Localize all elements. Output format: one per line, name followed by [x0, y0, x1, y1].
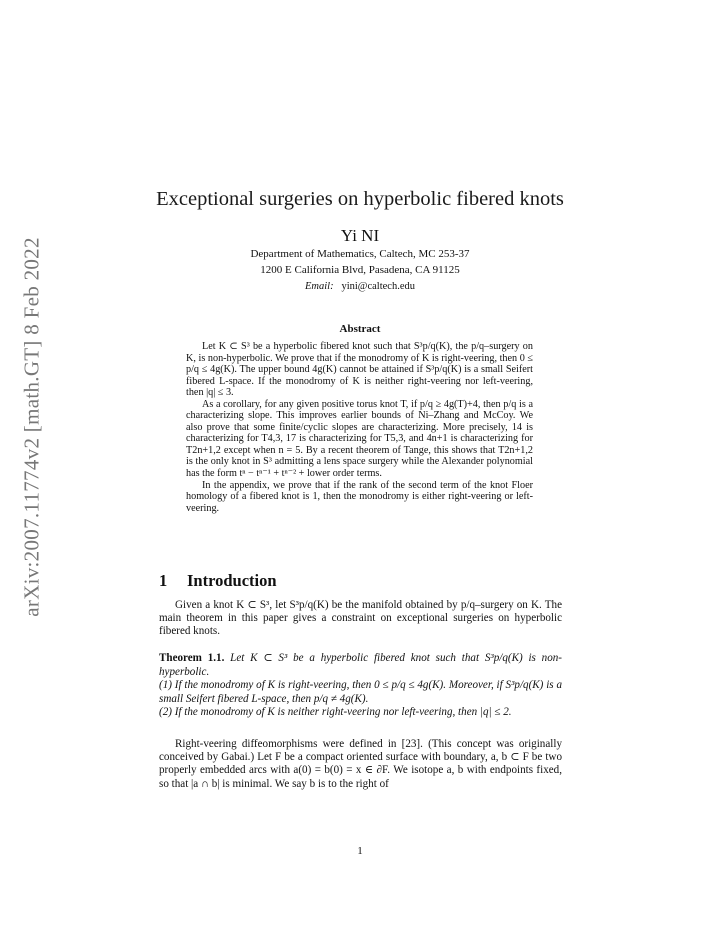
email-address[interactable]: yini@caltech.edu — [341, 281, 415, 292]
affiliation-department: Department of Mathematics, Caltech, MC 253-37 — [250, 248, 470, 260]
email-label: Email: — [305, 281, 334, 292]
theorem-part-2: (2) If the monodromy of K is neither right-veering nor left-veering, then |q| ≤ 2. — [159, 706, 512, 718]
section-heading — [159, 571, 277, 591]
section-number: 1 — [159, 571, 168, 590]
page-number: 1 — [357, 845, 363, 857]
affiliation-address: 1200 E California Blvd, Pasadena, CA 91125 — [260, 264, 460, 276]
theorem-statement: Let K ⊂ S³ be a hyperbolic fibered knot such that S³p/q(K) is non-hyperbolic. — [159, 652, 562, 678]
theorem-label: Theorem 1.1. — [159, 652, 225, 664]
theorem-part-1: (1) If the monodromy of K is right-veering, then 0 ≤ p/q ≤ 4g(K). Moreover, if S³p/q(K) is a small Seifert fibered L-space, then p/q ≠ 4g(K). — [159, 679, 562, 705]
abstract-paragraph: In the appendix, we prove that if the rank of the second term of the knot Floer homology of a fibered knot is 1, then the monodromy is either right-veering or left-veering. — [186, 479, 533, 514]
author-email-line — [120, 281, 600, 292]
section-title: Introduction — [187, 571, 277, 590]
author-name: Yi NI — [340, 226, 380, 245]
closing-paragraph: Right-veering diffeomorphisms were defined in [23]. (This concept was originally conceived by Gabai.) Let F be a compact oriented surface with boundary, a, b ⊂ F be two properly embedded arcs with a(0) = b(0) = x ∈ ∂F. We isotope a, b with endpoints fixed, so that |a ∩ b| is minimal. We say b is to the right of — [159, 738, 562, 790]
paper-title: Exceptional surgeries on hyperbolic fibered knots — [156, 188, 564, 210]
intro-body — [159, 599, 562, 639]
intro-paragraph: Given a knot K ⊂ S³, let S³p/q(K) be the manifold obtained by p/q–surgery on K. The main theorem in this paper gives a constraint on exceptional surgeries on hyperbolic fibered knots. — [159, 599, 562, 638]
arxiv-sidebar-stamp — [14, 212, 50, 642]
abstract-paragraph: As a corollary, for any given positive torus knot T, if p/q ≥ 4g(T)+4, then p/q is a characterizing slope. This improves earlier bounds of Ni–Zhang and McCoy. We also prove that some finite/cyclic slopes are characterizing. More precisely, 14 is characterizing for T4,3, 17 is characterizing for T5,3, and 4n+1 is characterizing for T2n+1,2 except when n = 5. By a recent theorem of Tange, this shows that T2n+1,2 is the only knot in S³ admitting a lens space surgery while the Alexander polynomial has the form tⁿ − tⁿ⁻¹ + tⁿ⁻² + lower order terms. — [186, 398, 533, 480]
theorem-block — [159, 652, 562, 720]
abstract-paragraph: Let K ⊂ S³ be a hyperbolic fibered knot such that S³p/q(K), the p/q–surgery on K, is non-hyperbolic. We prove that if the monodromy of K is right-veering, then 0 ≤ p/q ≤ 4g(K). The upper bound 4g(K) cannot be attained if S³p/q(K) is a small Seifert fibered L-space. If the monodromy of K is neither right-veering nor left-veering, then |q| ≤ 3. — [186, 341, 533, 399]
closing-body — [159, 738, 562, 791]
abstract-body — [186, 341, 533, 514]
arxiv-identifier: arXiv:2007.11774v2 [math.GT] 8 Feb 2022 — [19, 237, 44, 617]
abstract-heading: Abstract — [339, 323, 381, 335]
